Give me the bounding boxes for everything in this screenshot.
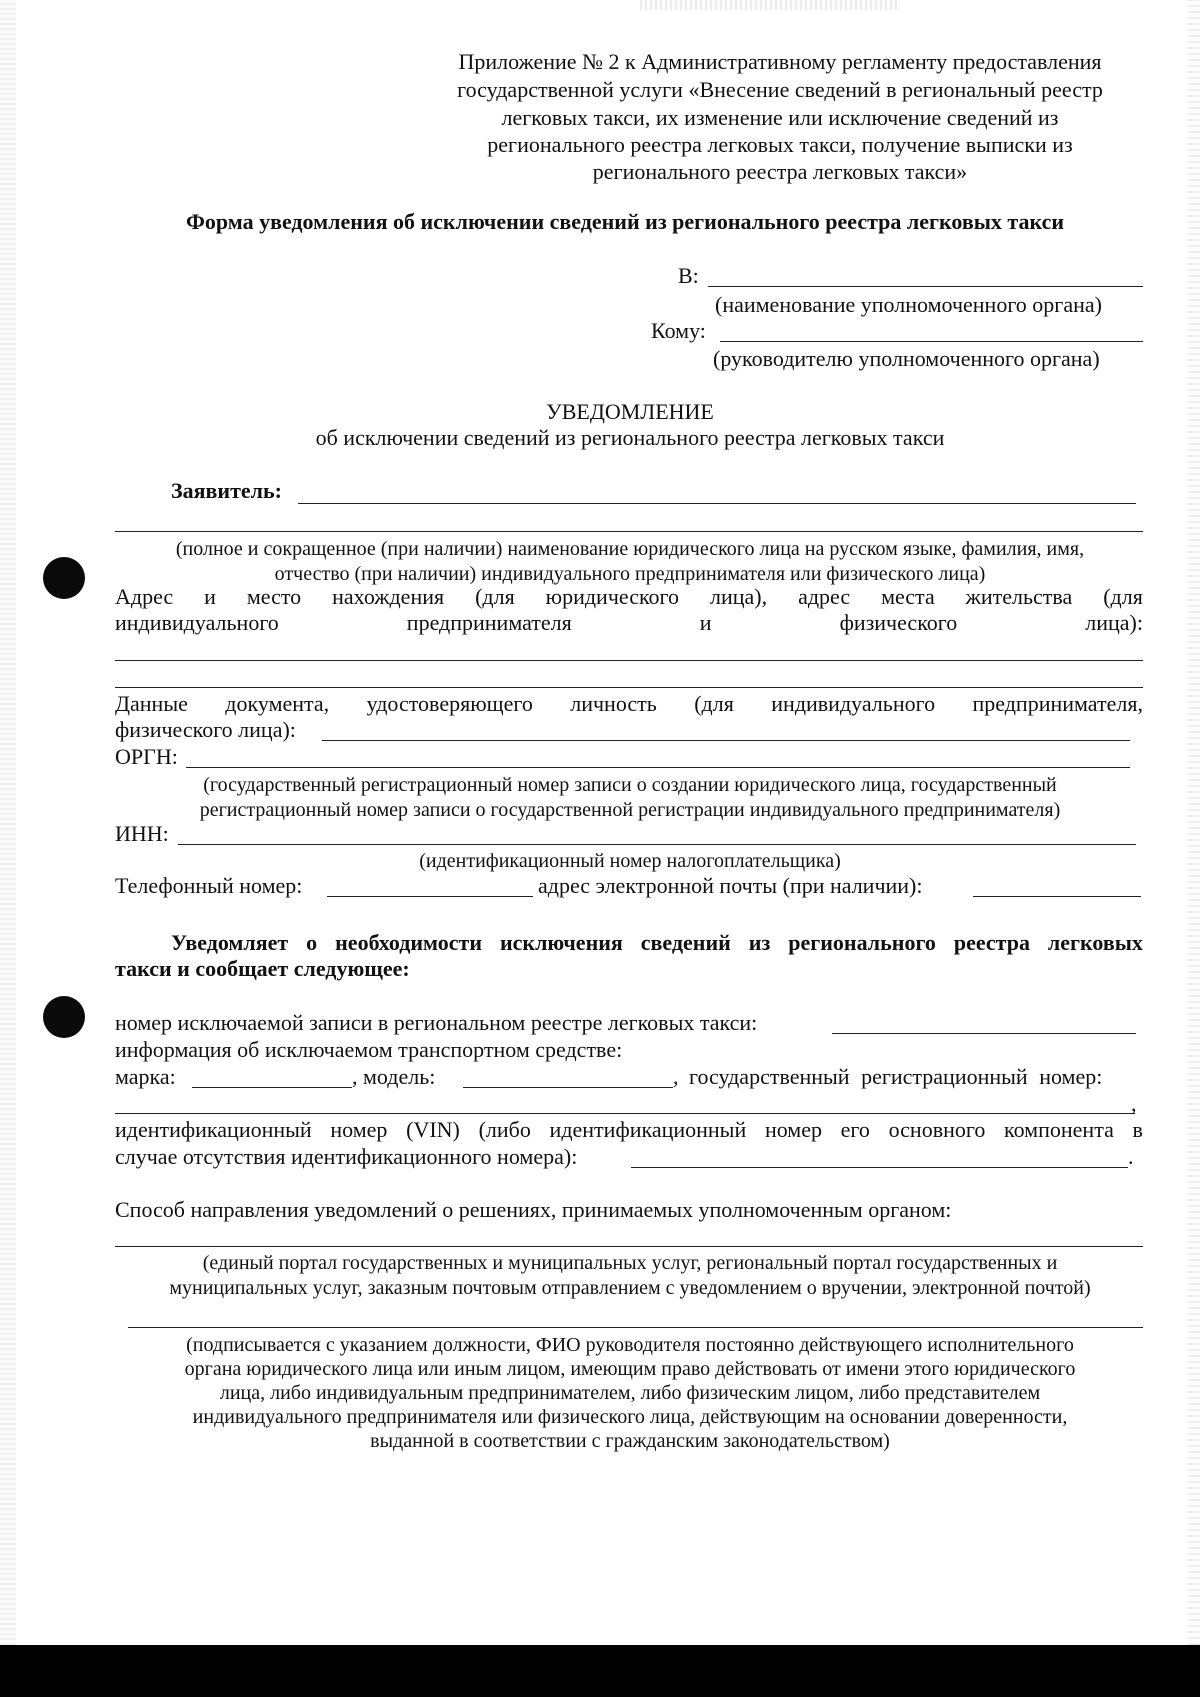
record-number-field[interactable] [832,1033,1136,1034]
word: личность [570,691,657,716]
vin-text-line [115,1117,1143,1143]
word: сведений [640,930,731,955]
scan-noise-top [640,0,900,10]
word: и [699,610,712,635]
to-field[interactable] [708,286,1143,287]
word: лица): [1085,610,1143,635]
address-text-line [115,610,1143,636]
word: идентификационный [549,1117,747,1142]
notice-heading: УВЕДОМЛЕНИЕ [546,399,714,424]
word: индивидуального [771,691,936,716]
word: (либо [478,1117,531,1142]
applicant-field-1[interactable] [298,503,1136,504]
word: исключения [499,930,623,955]
email-field[interactable] [973,896,1141,897]
applicant-hint: отчество (при наличии) индивидуального предпринимателя или физического лица) [274,563,986,585]
vin-field[interactable] [631,1167,1128,1168]
word: индивидуального [115,610,279,635]
email-label: адрес электронной почты (при наличии): [538,873,923,898]
word: юридического [545,584,680,609]
word: (VIN) [406,1117,460,1142]
phone-field[interactable] [327,896,533,897]
brand-label: марка: [115,1064,176,1089]
header-line: государственной услуги «Внесение сведений в региональный реестр [457,77,1103,102]
signature-hint: (подписывается с указанием должности, ФИО руководителя постоянно действующего исполнительного [186,1334,1074,1356]
word: (для [475,584,515,609]
word: (для [1103,584,1143,609]
word: номер [330,1117,388,1142]
word: жительства [965,584,1073,609]
notice-subheading: об исключении сведений из регионального реестра легковых такси [315,425,945,450]
word: идентификационный [115,1117,312,1142]
inn-label: ИНН: [115,821,169,846]
statement-line: такси и сообщает следующее: [115,956,410,981]
word: адрес [798,584,851,609]
word: (для [694,691,734,716]
signature-hint: органа юридического лица или иным лицом, имеющим право действовать от имени этого юридического [184,1358,1076,1380]
identity-text-line [115,691,1143,717]
signature-hint: выданной в соответствии с гражданским законодательством) [370,1430,890,1452]
address-field-2[interactable] [115,687,1143,688]
scan-bottom-edge [0,1645,1200,1697]
header-line: Приложение № 2 к Административному регламенту предоставления [458,49,1102,74]
record-number-label: номер исключаемой записи в региональном реестре легковых такси: [115,1010,758,1035]
word: место [246,584,302,609]
word: нахождения [332,584,445,609]
punch-hole-top [43,557,85,599]
ogrn-label: ОРГН: [115,744,178,769]
word: номер [764,1117,822,1142]
whom-field[interactable] [720,341,1143,342]
delivery-hint: (единый портал государственных и муниципальных услуг, региональный портал государственных и [202,1252,1058,1274]
reg-number-label: государственный регистрационный номер: [689,1064,1103,1089]
punch-hole-bottom [43,996,85,1038]
ogrn-field[interactable] [186,767,1130,768]
word: Адрес [115,584,174,609]
word: предпринимателя [406,610,572,635]
whom-label: Кому: [651,318,706,343]
signature-field[interactable] [128,1327,1143,1328]
model-field[interactable] [463,1087,673,1088]
delivery-field[interactable] [115,1246,1143,1247]
applicant-field-2[interactable] [115,531,1143,532]
word: реестра [953,930,1030,955]
vin-label: случае отсутствия идентификационного номера): [115,1144,578,1169]
word: легковых [1047,930,1143,955]
address-text-line [115,584,1143,610]
word: из [748,930,771,955]
word: лица), [709,584,768,609]
inn-field[interactable] [178,844,1136,845]
inn-hint: (идентификационный номер налогоплательщика) [419,850,841,872]
to-hint: (наименование уполномоченного органа) [715,292,1102,317]
word: физического [839,610,958,635]
ogrn-hint: (государственный регистрационный номер записи о создании юридического лица, государственный [203,774,1057,796]
statement-line [171,930,1143,956]
signature-hint: лица, либо индивидуальным предпринимателем, либо физическим лицом, либо представителем [219,1382,1041,1404]
comma: , [1131,1091,1137,1116]
header-line: легковых такси, их изменение или исключение сведений из [501,105,1059,130]
identity-label: физического лица): [115,717,296,742]
period: . [1128,1144,1134,1169]
header-line: регионального реестра легковых такси» [592,159,968,184]
brand-field[interactable] [192,1087,352,1088]
ogrn-hint: регистрационный номер записи о государственной регистрации индивидуального предпринимателя) [199,799,1061,821]
model-label: , модель: [352,1064,436,1089]
word: компонента [1004,1117,1114,1142]
comma: , [673,1064,679,1089]
applicant-hint: (полное и сокращенное (при наличии) наименование юридического лица на русском языке, фамилия, имя, [175,538,1085,560]
applicant-label: Заявитель: [171,478,282,503]
scan-noise-left [0,0,16,1645]
reg-number-field[interactable] [115,1113,1135,1114]
address-field-1[interactable] [115,660,1143,661]
word: Уведомляет [171,930,289,955]
word: предпринимателя, [972,691,1143,716]
delivery-hint: муниципальных услуг, заказным почтовым отправлением с уведомлением о вручении, электронной почтой) [169,1277,1091,1299]
word: и [204,584,216,609]
signature-hint: индивидуального предпринимателя или физического лица, действующим на основании доверенности, [192,1406,1068,1428]
word: документа, [225,691,330,716]
word: регионального [788,930,936,955]
scan-noise-right [1188,0,1200,1645]
whom-hint: (руководителю уполномоченного органа) [713,346,1100,371]
phone-label: Телефонный номер: [115,873,303,898]
word: его [840,1117,870,1142]
word: о [306,930,318,955]
to-label: В: [678,263,699,288]
delivery-label: Способ направления уведомлений о решениях, принимаемых уполномоченным органом: [115,1197,952,1222]
word: места [881,584,935,609]
header-line: регионального реестра легковых такси, получение выписки из [487,132,1073,157]
word: удостоверяющего [366,691,533,716]
identity-field[interactable] [322,740,1130,741]
form-title: Форма уведомления об исключении сведений из регионального реестра легковых такси [185,209,1065,234]
word: Данные [115,691,188,716]
word: необходимости [335,930,483,955]
word: основного [888,1117,986,1142]
vehicle-info-label: информация об исключаемом транспортном средстве: [115,1037,623,1062]
word: в [1132,1117,1143,1142]
